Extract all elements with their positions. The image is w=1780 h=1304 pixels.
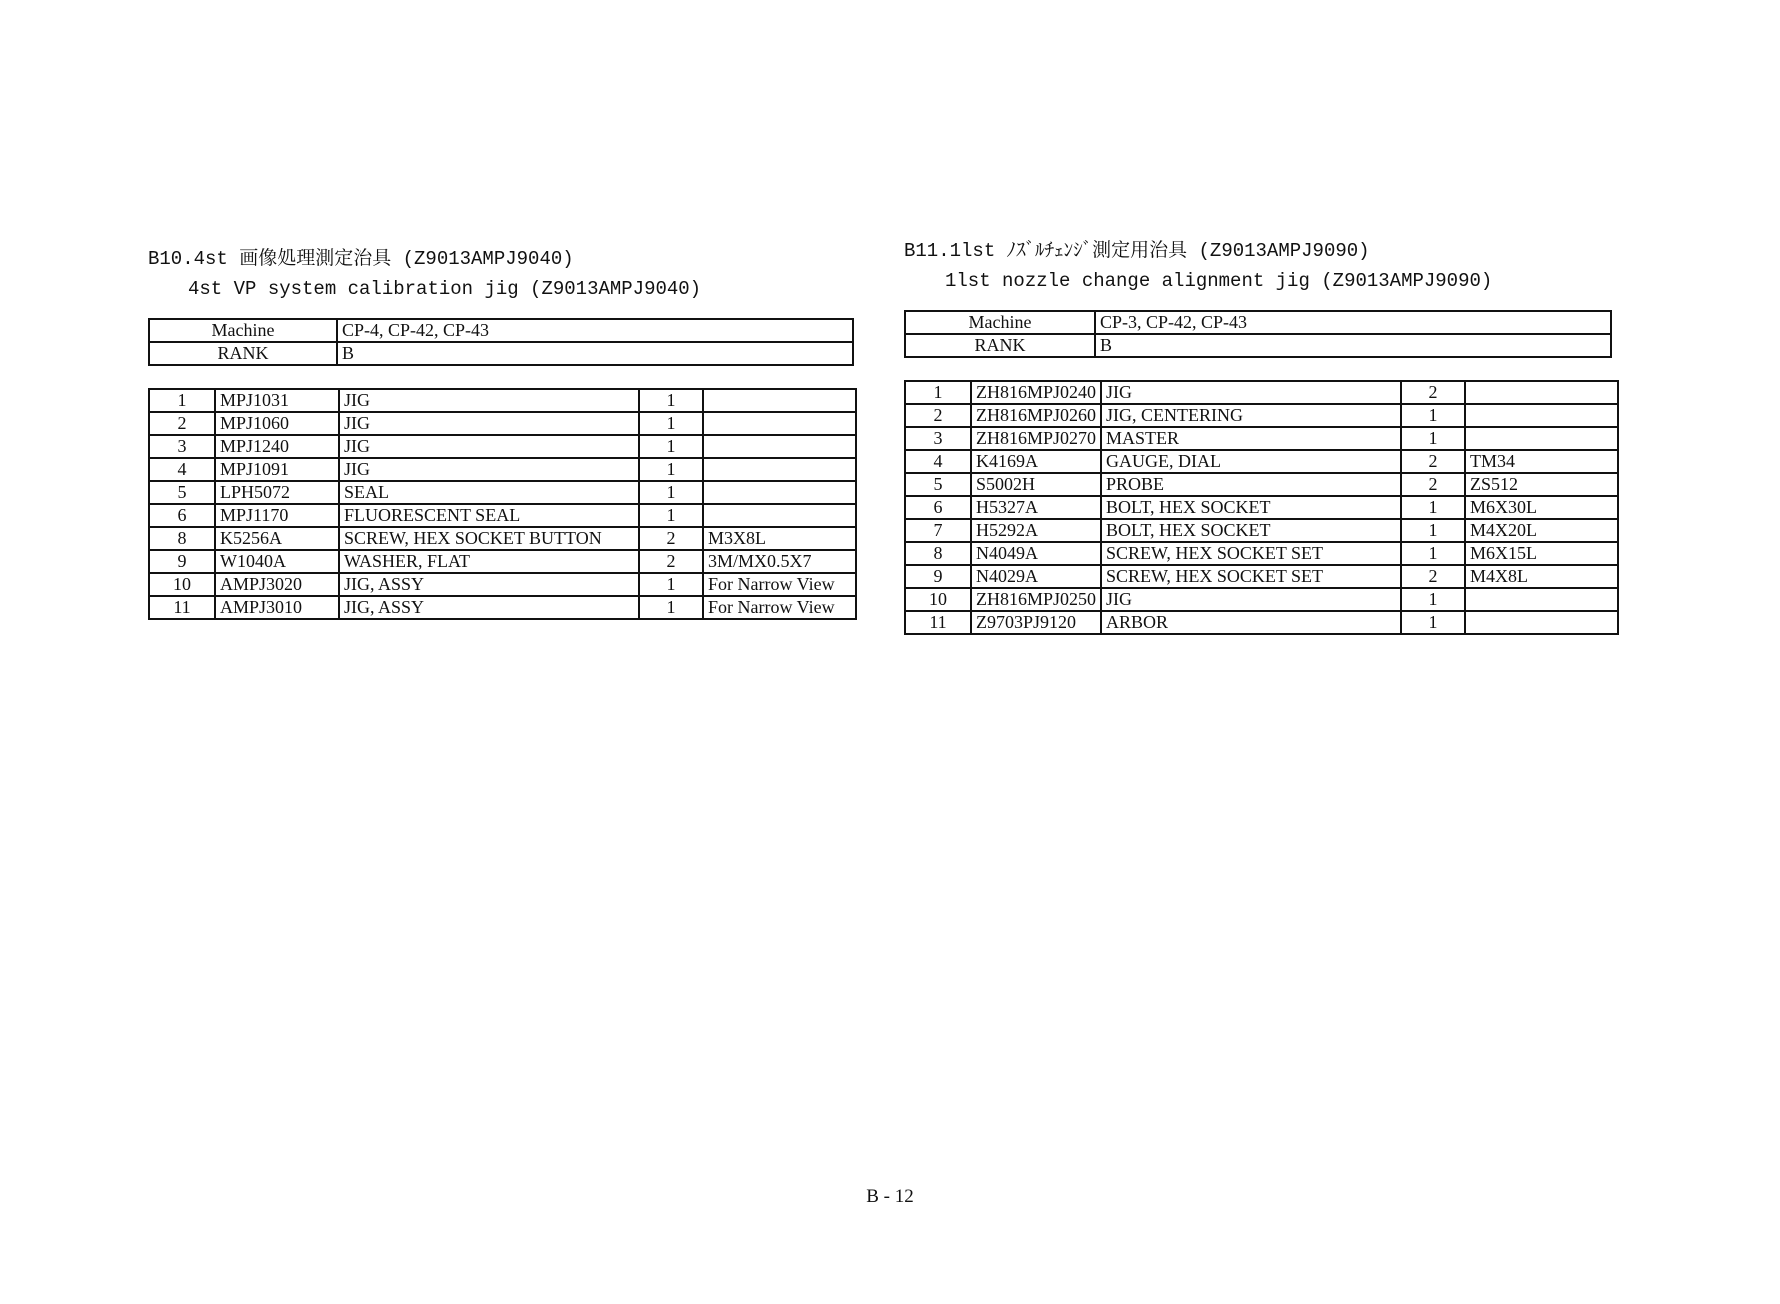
part-number-cell: K4169A — [971, 450, 1101, 473]
item-number-cell: 3 — [905, 427, 971, 450]
part-number-cell: H5292A — [971, 519, 1101, 542]
page-number: B - 12 — [866, 1186, 914, 1207]
part-number-cell: MPJ1170 — [215, 504, 339, 527]
item-number-cell: 1 — [149, 389, 215, 412]
machine-value: CP-3, CP-42, CP-43 — [1095, 311, 1611, 334]
table-row — [149, 527, 856, 550]
table-row — [905, 404, 1618, 427]
section-subtitle: 1lst nozzle change alignment jig (Z9013AMPJ9090) — [945, 270, 1493, 292]
table-row — [149, 389, 856, 412]
item-number-cell: 11 — [149, 596, 215, 619]
table-row — [905, 542, 1618, 565]
rank-label: RANK — [149, 342, 337, 365]
description-cell: JIG — [339, 389, 639, 412]
item-number-cell: 10 — [905, 588, 971, 611]
table-row — [149, 504, 856, 527]
section-b11 — [904, 236, 1619, 635]
note-cell: TM34 — [1465, 450, 1618, 473]
item-number-cell: 4 — [149, 458, 215, 481]
item-number-cell: 10 — [149, 573, 215, 596]
machine-label: Machine — [905, 311, 1095, 334]
note-cell: M6X15L — [1465, 542, 1618, 565]
note-cell: M3X8L — [703, 527, 856, 550]
quantity-cell: 2 — [639, 527, 703, 550]
note-cell: ZS512 — [1465, 473, 1618, 496]
parts-table — [148, 388, 857, 620]
description-cell: MASTER — [1101, 427, 1401, 450]
item-number-cell: 4 — [905, 450, 971, 473]
note-cell — [703, 389, 856, 412]
item-number-cell: 3 — [149, 435, 215, 458]
quantity-cell: 1 — [1401, 427, 1465, 450]
item-number-cell: 1 — [905, 381, 971, 404]
section-b10 — [148, 244, 857, 620]
quantity-cell: 1 — [639, 412, 703, 435]
table-row — [905, 588, 1618, 611]
note-cell — [1465, 611, 1618, 634]
part-number-cell: N4049A — [971, 542, 1101, 565]
item-number-cell: 7 — [905, 519, 971, 542]
machine-row — [905, 311, 1611, 334]
description-cell: PROBE — [1101, 473, 1401, 496]
quantity-cell: 1 — [639, 504, 703, 527]
description-cell: JIG, CENTERING — [1101, 404, 1401, 427]
description-cell: WASHER, FLAT — [339, 550, 639, 573]
note-cell — [1465, 427, 1618, 450]
description-cell: JIG — [339, 458, 639, 481]
note-cell — [703, 412, 856, 435]
item-number-cell: 8 — [905, 542, 971, 565]
rank-row — [149, 342, 853, 365]
quantity-cell: 1 — [639, 435, 703, 458]
part-number-cell: Z9703PJ9120 — [971, 611, 1101, 634]
item-number-cell: 6 — [149, 504, 215, 527]
rank-value: B — [337, 342, 853, 365]
note-cell — [1465, 381, 1618, 404]
machine-label: Machine — [149, 319, 337, 342]
part-number-cell: W1040A — [215, 550, 339, 573]
item-number-cell: 2 — [905, 404, 971, 427]
part-number-cell: ZH816MPJ0270 — [971, 427, 1101, 450]
table-row — [905, 611, 1618, 634]
table-row — [905, 565, 1618, 588]
item-number-cell: 8 — [149, 527, 215, 550]
table-row — [905, 450, 1618, 473]
note-cell — [703, 481, 856, 504]
note-cell: For Narrow View — [703, 573, 856, 596]
item-number-cell: 9 — [149, 550, 215, 573]
note-cell — [703, 435, 856, 458]
quantity-cell: 1 — [639, 481, 703, 504]
description-cell: JIG — [339, 435, 639, 458]
description-cell: BOLT, HEX SOCKET — [1101, 496, 1401, 519]
quantity-cell: 1 — [1401, 611, 1465, 634]
section-title: B11.1lst ﾉｽﾞﾙﾁｪﾝｼﾞ測定用治具 (Z9013AMPJ9090) — [904, 240, 1370, 262]
table-row — [149, 596, 856, 619]
table-row — [905, 473, 1618, 496]
description-cell: SCREW, HEX SOCKET SET — [1101, 542, 1401, 565]
description-cell: BOLT, HEX SOCKET — [1101, 519, 1401, 542]
description-cell: JIG — [1101, 588, 1401, 611]
note-cell — [1465, 404, 1618, 427]
note-cell: M6X30L — [1465, 496, 1618, 519]
part-number-cell: MPJ1091 — [215, 458, 339, 481]
part-number-cell: ZH816MPJ0240 — [971, 381, 1101, 404]
item-number-cell: 9 — [905, 565, 971, 588]
description-cell: JIG — [339, 412, 639, 435]
part-number-cell: MPJ1060 — [215, 412, 339, 435]
description-cell: FLUORESCENT SEAL — [339, 504, 639, 527]
table-row — [905, 427, 1618, 450]
machine-row — [149, 319, 853, 342]
quantity-cell: 2 — [1401, 565, 1465, 588]
item-number-cell: 6 — [905, 496, 971, 519]
description-cell: GAUGE, DIAL — [1101, 450, 1401, 473]
rank-row — [905, 334, 1611, 357]
machine-value: CP-4, CP-42, CP-43 — [337, 319, 853, 342]
part-number-cell: ZH816MPJ0260 — [971, 404, 1101, 427]
part-number-cell: K5256A — [215, 527, 339, 550]
quantity-cell: 1 — [1401, 588, 1465, 611]
quantity-cell: 2 — [639, 550, 703, 573]
item-number-cell: 2 — [149, 412, 215, 435]
quantity-cell: 1 — [639, 573, 703, 596]
part-number-cell: H5327A — [971, 496, 1101, 519]
table-row — [149, 458, 856, 481]
quantity-cell: 2 — [1401, 450, 1465, 473]
machine-rank-table — [148, 318, 854, 366]
description-cell: SCREW, HEX SOCKET BUTTON — [339, 527, 639, 550]
note-cell: M4X20L — [1465, 519, 1618, 542]
table-row — [905, 519, 1618, 542]
rank-value: B — [1095, 334, 1611, 357]
quantity-cell: 1 — [1401, 519, 1465, 542]
machine-rank-table — [904, 310, 1612, 358]
section-title: B10.4st 画像処理測定治具 (Z9013AMPJ9040) — [148, 248, 574, 270]
description-cell: JIG, ASSY — [339, 596, 639, 619]
note-cell: M4X8L — [1465, 565, 1618, 588]
part-number-cell: MPJ1240 — [215, 435, 339, 458]
quantity-cell: 1 — [639, 458, 703, 481]
item-number-cell: 5 — [149, 481, 215, 504]
quantity-cell: 1 — [639, 596, 703, 619]
table-row — [149, 481, 856, 504]
part-number-cell: AMPJ3020 — [215, 573, 339, 596]
description-cell: SCREW, HEX SOCKET SET — [1101, 565, 1401, 588]
item-number-cell: 5 — [905, 473, 971, 496]
note-cell — [703, 504, 856, 527]
note-cell: 3M/MX0.5X7 — [703, 550, 856, 573]
quantity-cell: 1 — [639, 389, 703, 412]
table-row — [149, 573, 856, 596]
part-number-cell: N4029A — [971, 565, 1101, 588]
quantity-cell: 1 — [1401, 496, 1465, 519]
table-row — [149, 550, 856, 573]
quantity-cell: 2 — [1401, 473, 1465, 496]
part-number-cell: S5002H — [971, 473, 1101, 496]
table-row — [905, 381, 1618, 404]
quantity-cell: 2 — [1401, 381, 1465, 404]
section-subtitle: 4st VP system calibration jig (Z9013AMPJ9040) — [188, 278, 702, 300]
parts-table — [904, 380, 1619, 635]
description-cell: SEAL — [339, 481, 639, 504]
note-cell: For Narrow View — [703, 596, 856, 619]
note-cell — [1465, 588, 1618, 611]
description-cell: JIG — [1101, 381, 1401, 404]
table-row — [149, 412, 856, 435]
table-row — [149, 435, 856, 458]
part-number-cell: LPH5072 — [215, 481, 339, 504]
rank-label: RANK — [905, 334, 1095, 357]
note-cell — [703, 458, 856, 481]
part-number-cell: MPJ1031 — [215, 389, 339, 412]
part-number-cell: AMPJ3010 — [215, 596, 339, 619]
quantity-cell: 1 — [1401, 404, 1465, 427]
description-cell: JIG, ASSY — [339, 573, 639, 596]
item-number-cell: 11 — [905, 611, 971, 634]
quantity-cell: 1 — [1401, 542, 1465, 565]
table-row — [905, 496, 1618, 519]
part-number-cell: ZH816MPJ0250 — [971, 588, 1101, 611]
description-cell: ARBOR — [1101, 611, 1401, 634]
